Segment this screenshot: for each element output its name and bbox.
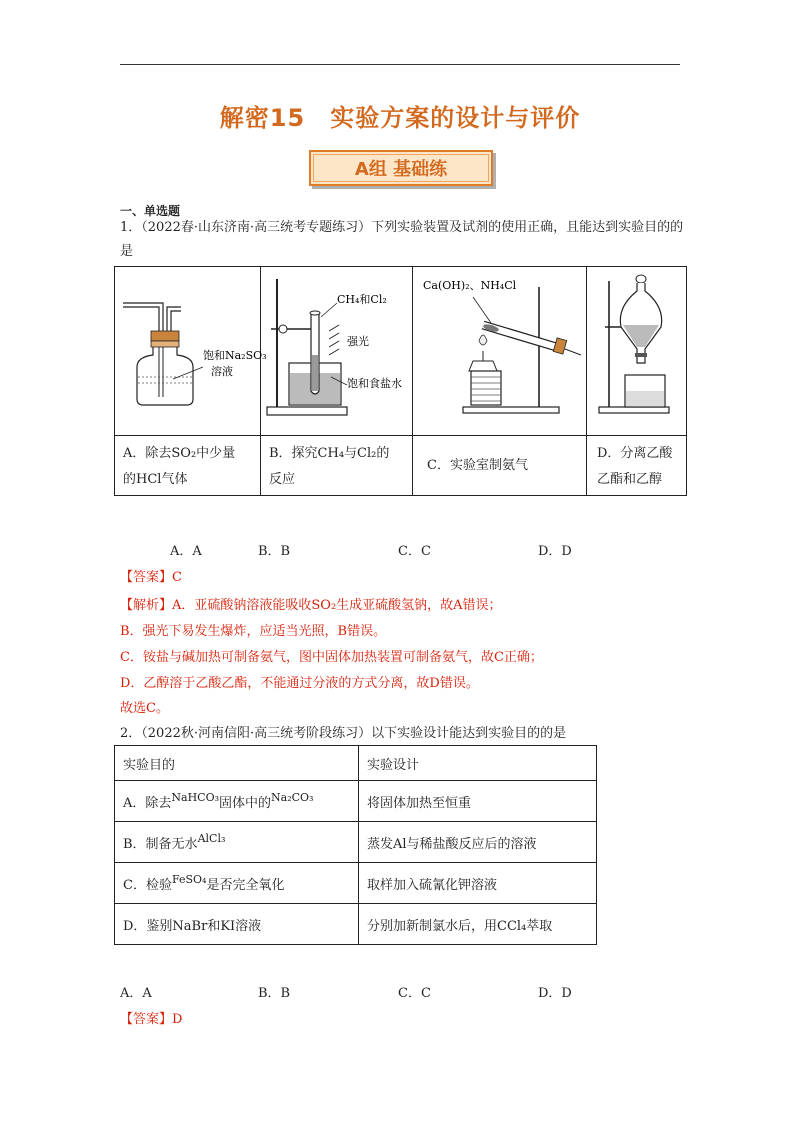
question-2-table xyxy=(114,745,597,945)
analysis-line: 【解析】A．亚硫酸钠溶液能吸收SO₂生成亚硫酸氢钠，故A错误； xyxy=(120,598,502,613)
question-2-answer: 【答案】D xyxy=(120,1012,183,1027)
apparatus-c-reagent-label: Ca(OH)₂、NH₄Cl xyxy=(423,279,517,292)
option-a: A．A xyxy=(170,544,202,559)
table-cell-design: 取样加入硫氰化钾溶液 xyxy=(359,863,597,904)
section-heading: 一、单选题 xyxy=(120,204,181,218)
table-cell-design: 分别加新制氯水后，用CCl₄萃取 xyxy=(359,904,597,945)
formula: FeSO₄ xyxy=(171,872,207,886)
question-1-figure-table xyxy=(114,266,687,496)
question-1-answer: 【答案】C xyxy=(120,570,182,585)
table-cell-design: 蒸发Al与稀盐酸反应后的溶液 xyxy=(359,822,597,863)
option-c: C．C xyxy=(398,544,431,559)
apparatus-a-label-2: 溶液 xyxy=(211,365,233,378)
analysis-line: 故选C。 xyxy=(120,701,169,716)
purpose-text: B．制备无水 xyxy=(123,836,198,852)
caption-a-line: A．除去SO₂中少量 xyxy=(123,446,236,461)
analysis-line: D．乙醇溶于乙酸乙酯，不能通过分液的方式分离，故D错误。 xyxy=(120,676,479,691)
purpose-text: 是否完全氧化 xyxy=(206,877,285,893)
caption-b-line: 反应 xyxy=(269,472,296,487)
caption-a-line: 的HCl气体 xyxy=(123,472,188,487)
caption-b-line: B．探究CH₄与Cl₂的 xyxy=(269,446,390,461)
table-header-cell: 实验设计 xyxy=(359,746,597,781)
page-title: 解密15 实验方案的设计与评价 xyxy=(219,104,581,132)
table-cell-design: 将固体加热至恒重 xyxy=(359,781,597,822)
option-d: D．D xyxy=(538,544,572,559)
question-1-stem: 1．（2022春·山东济南·高三统考专题练习）下列实验装置及试剂的使用正确，且能达到实验目的的是 xyxy=(120,220,684,259)
apparatus-a-label: 饱和Na₂SO₃ xyxy=(203,349,267,362)
caption-d xyxy=(597,441,672,493)
group-label-box xyxy=(309,150,493,186)
apparatus-a-gas-bottle xyxy=(115,267,267,435)
formula: Na₂CO₃ xyxy=(271,790,314,804)
caption-d-line: 乙酯和乙醇 xyxy=(597,472,663,487)
table-header-cell: 实验目的 xyxy=(115,746,359,781)
apparatus-d-separatory-funnel xyxy=(587,267,687,435)
apparatus-b-light-label: 强光 xyxy=(347,335,369,348)
apparatus-c-ammonia xyxy=(413,267,586,435)
option-d: D．D xyxy=(538,986,572,1001)
table-row xyxy=(115,781,597,822)
option-a: A．A xyxy=(120,986,152,1001)
caption-b xyxy=(269,441,389,493)
purpose-text: 固体中的 xyxy=(219,795,272,811)
table-row xyxy=(115,863,597,904)
option-c: C．C xyxy=(398,986,431,1001)
table-row xyxy=(115,822,597,863)
option-b: B．B xyxy=(258,544,291,559)
analysis-line: B．强光下易发生爆炸，应适当光照，B错误。 xyxy=(120,624,387,639)
formula: NaHCO₃ xyxy=(171,790,220,804)
formula: AlCl₃ xyxy=(197,831,226,845)
table-cell-purpose xyxy=(115,863,359,904)
apparatus-b-water-label: 饱和食盐水 xyxy=(347,377,402,390)
purpose-text: C．检验 xyxy=(123,877,172,893)
table-divider xyxy=(115,435,686,436)
analysis-line: C．铵盐与碱加热可制备氨气，图中固体加热装置可制备氨气，故C正确； xyxy=(120,650,543,665)
group-label: A组 基础练 xyxy=(313,154,489,182)
purpose-text: A．除去 xyxy=(123,795,172,811)
table-cell-purpose: D．鉴别NaBr和KI溶液 xyxy=(115,904,359,945)
table-cell-purpose xyxy=(115,781,359,822)
caption-c: C．实验室制氨气 xyxy=(427,458,528,473)
apparatus-b-gas-label: CH₄和Cl₂ xyxy=(337,293,387,306)
table-row xyxy=(115,904,597,945)
table-header-row xyxy=(115,746,597,781)
top-rule xyxy=(120,64,680,65)
table-cell-purpose xyxy=(115,822,359,863)
caption-a xyxy=(123,441,235,493)
option-b: B．B xyxy=(258,986,291,1001)
apparatus-b-test-tube xyxy=(261,267,412,435)
question-2-stem: 2．（2022秋·河南信阳·高三统考阶段练习）以下实验设计能达到实验目的的是 xyxy=(120,726,567,741)
caption-d-line: D．分离乙酸 xyxy=(597,446,673,461)
